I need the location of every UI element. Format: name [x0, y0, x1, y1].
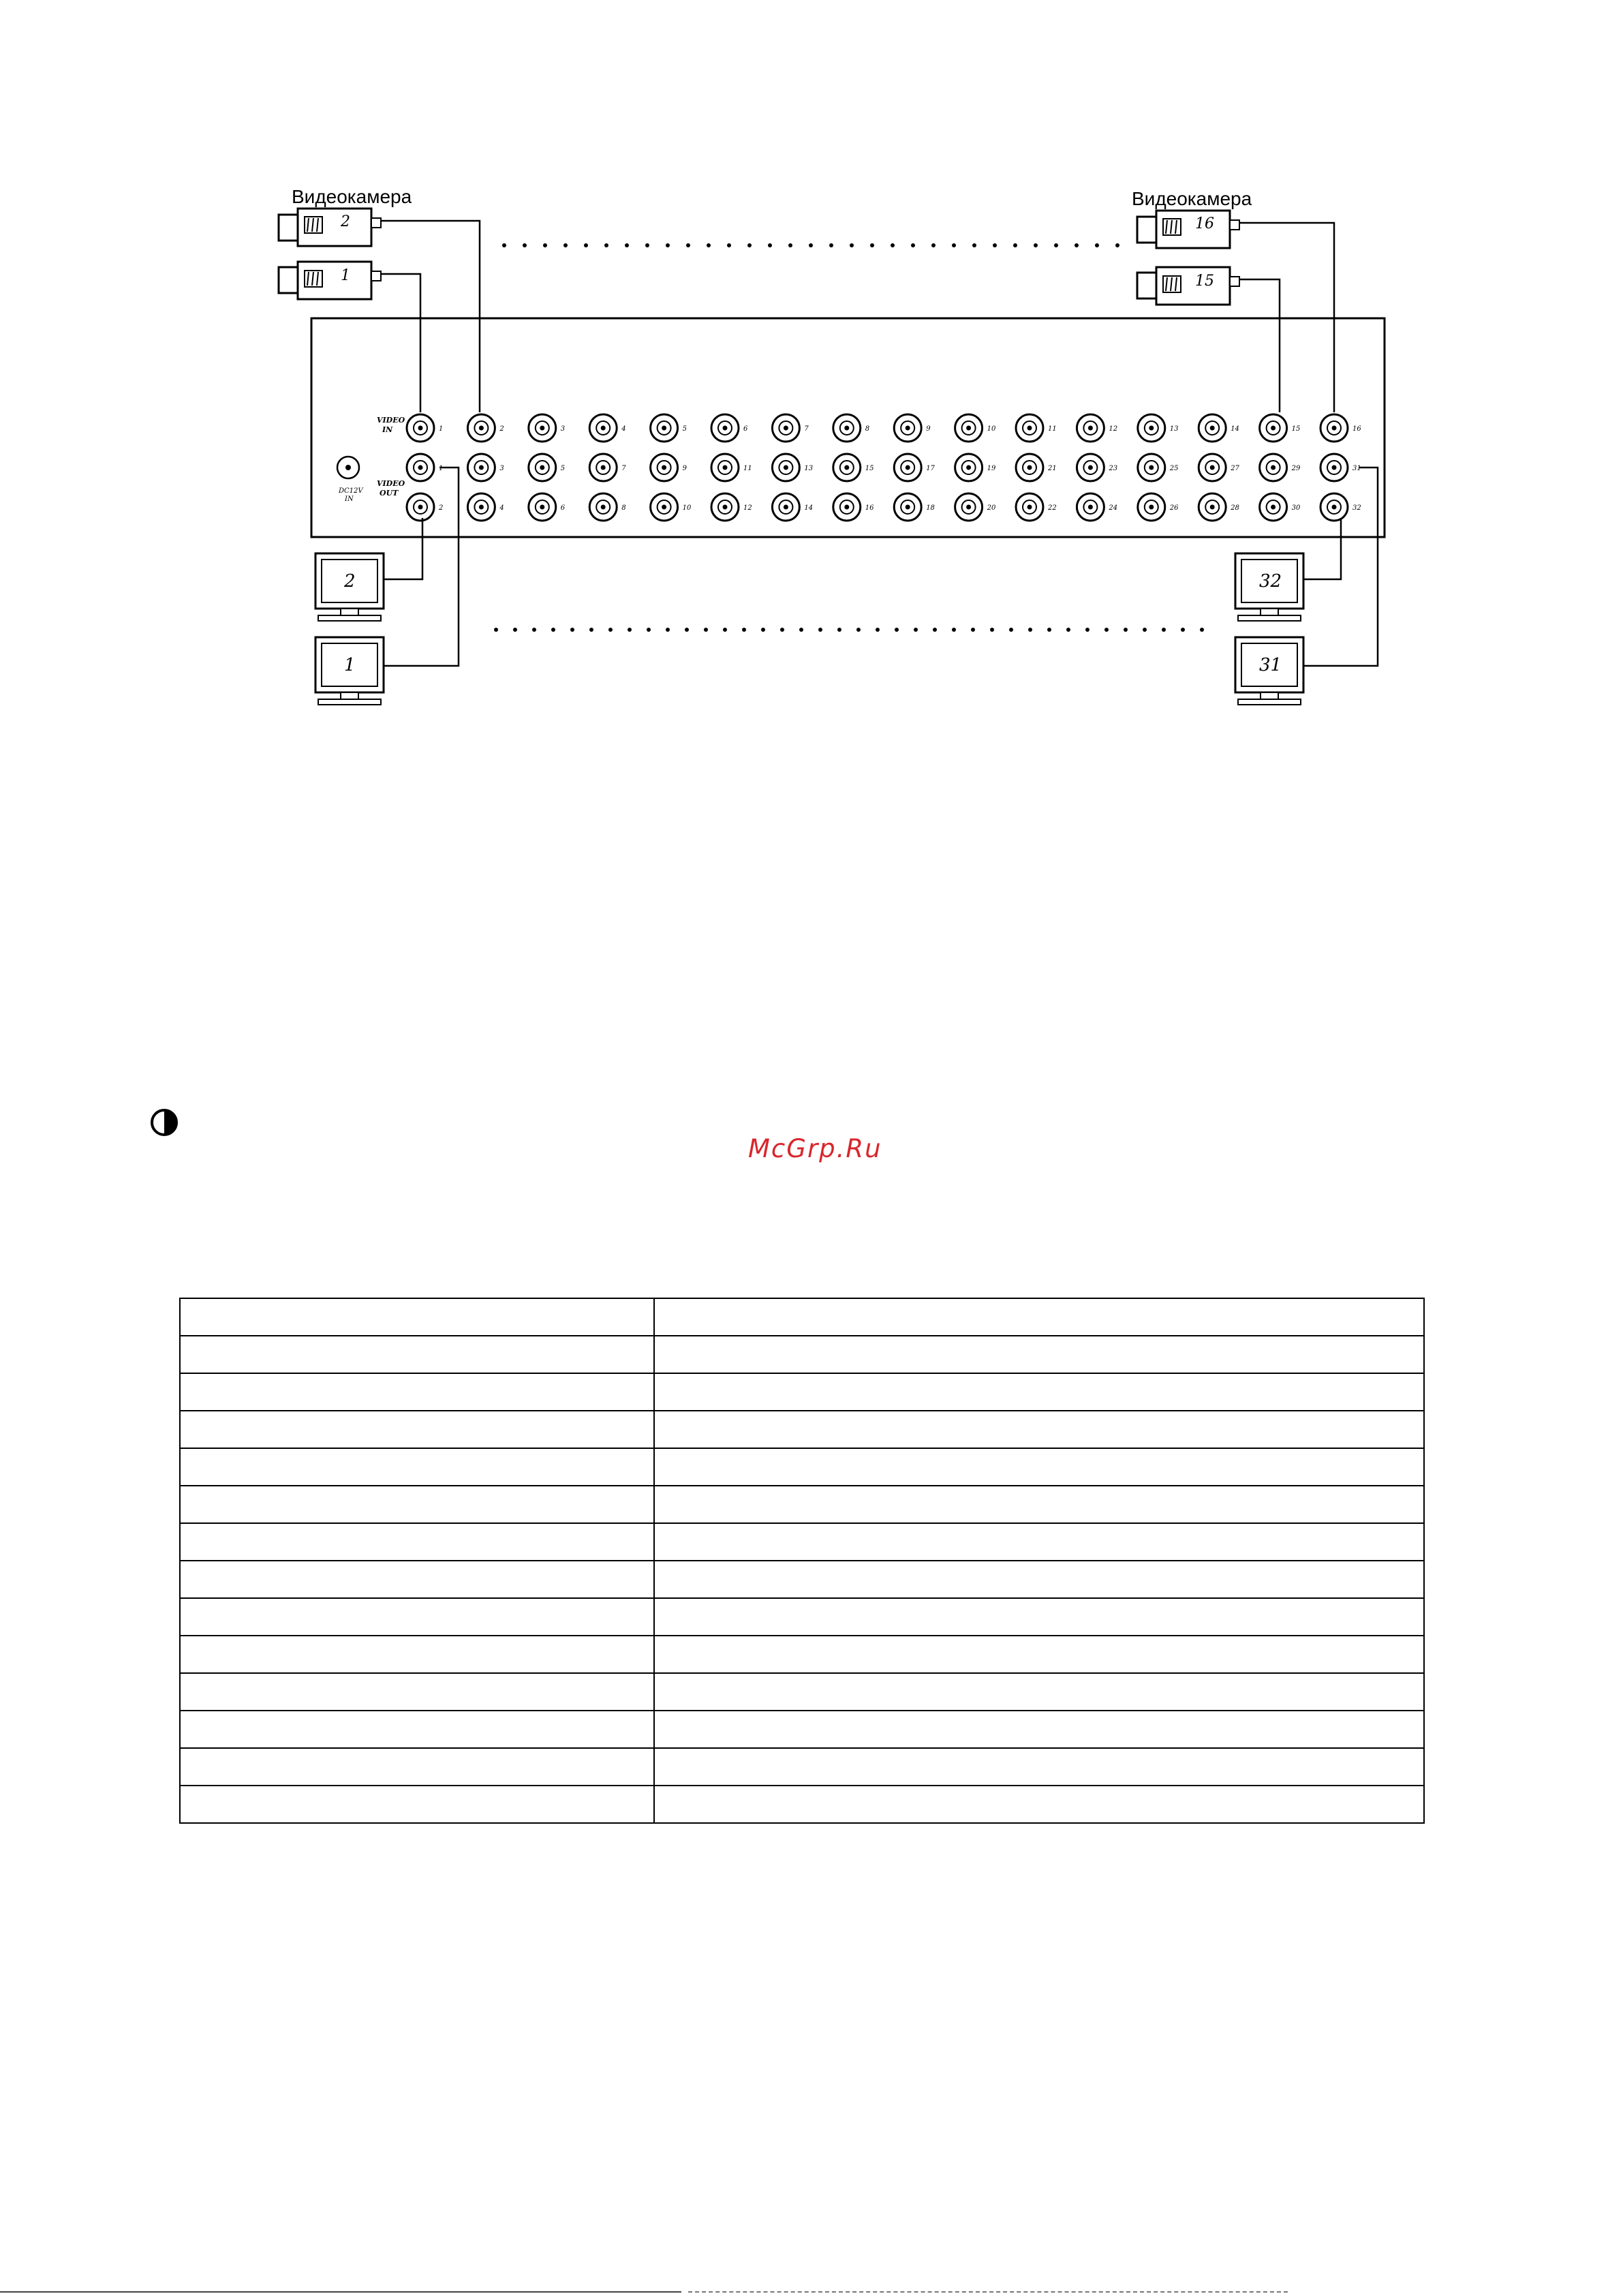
footer-rule-dashed [688, 2291, 1288, 2293]
bnc-connector [772, 414, 809, 442]
table-row [180, 1336, 1424, 1373]
dot [895, 628, 899, 632]
dot [761, 628, 765, 632]
table-cell [180, 1748, 654, 1786]
footer-rule [0, 2291, 681, 2293]
bnc-label: 15 [1291, 425, 1301, 433]
bnc-label: 13 [804, 465, 814, 472]
bnc-connector [1138, 454, 1179, 481]
bnc-connector [407, 493, 443, 521]
table-cell [654, 1298, 1424, 1336]
dot [1104, 628, 1109, 632]
dot [1009, 628, 1013, 632]
bnc-connector [651, 493, 692, 521]
camera-16-number: 16 [1195, 215, 1214, 232]
bnc-label: 11 [743, 465, 752, 472]
bnc-connector [772, 454, 813, 481]
dot [952, 628, 956, 632]
bnc-connector [529, 414, 565, 442]
dotted-line-cameras [502, 243, 1119, 247]
bnc-label: 1 [439, 465, 444, 472]
dot [551, 628, 555, 632]
dot [543, 243, 547, 247]
bnc-connector [1077, 454, 1117, 481]
dot [608, 628, 613, 632]
table-cell [180, 1411, 654, 1448]
camera-caption-left: Видеокамера [292, 186, 412, 207]
dot [1085, 628, 1089, 632]
dot [870, 243, 874, 247]
bnc-label: 4 [499, 504, 504, 512]
video-in-label-2: IN [382, 425, 393, 434]
bnc-connector [833, 493, 874, 521]
table-cell [654, 1786, 1424, 1823]
dot [971, 628, 975, 632]
bnc-connector [1199, 493, 1239, 521]
bnc-label: 12 [743, 504, 752, 512]
bnc-connector [467, 493, 504, 521]
power-connector [337, 457, 364, 503]
camera-2-number: 2 [341, 213, 350, 230]
connection-diagram [0, 0, 1623, 750]
bnc-label: 6 [743, 425, 748, 433]
bnc-label: 10 [682, 504, 692, 512]
dot [723, 628, 727, 632]
table-row [180, 1673, 1424, 1711]
dot [993, 243, 997, 247]
dot [747, 243, 752, 247]
dot [1124, 628, 1128, 632]
bnc-connector [1016, 414, 1057, 442]
dot [523, 243, 527, 247]
camera-1 [279, 262, 381, 299]
bnc-label: 16 [865, 504, 874, 512]
bnc-label: 15 [865, 465, 874, 472]
bnc-connector [1199, 414, 1239, 442]
dot [931, 243, 936, 247]
bnc-connector [894, 493, 935, 521]
bnc-label: 24 [1109, 504, 1118, 512]
bnc-label: 30 [1291, 504, 1301, 512]
dot [742, 628, 746, 632]
dot [837, 628, 841, 632]
monitor-2-number: 2 [344, 571, 356, 592]
bnc-connector [711, 414, 748, 442]
bnc-connector [1260, 454, 1301, 481]
table-cell [654, 1673, 1424, 1711]
bnc-connector [1138, 414, 1179, 442]
dot [891, 243, 895, 247]
dot [1143, 628, 1147, 632]
bnc-connector [1260, 493, 1301, 521]
bnc-connector [529, 493, 566, 521]
dot [589, 628, 593, 632]
camera-15 [1137, 267, 1239, 305]
dot [1200, 628, 1204, 632]
bnc-label: 14 [1231, 425, 1239, 433]
spec-table [179, 1298, 1425, 1824]
dot [829, 243, 833, 247]
bnc-connector [589, 454, 626, 481]
table-cell [654, 1598, 1424, 1636]
bnc-connector [529, 454, 565, 481]
bnc-label: 19 [987, 465, 996, 472]
dotted-line-monitors [494, 628, 1204, 632]
bnc-connector [1320, 454, 1361, 481]
bnc-label: 29 [1291, 465, 1301, 472]
camera-15-number: 15 [1195, 273, 1214, 290]
dot [707, 243, 711, 247]
dot [914, 628, 918, 632]
table-cell [654, 1711, 1424, 1748]
dot [768, 243, 772, 247]
dot [532, 628, 536, 632]
dot [686, 243, 690, 247]
table-cell [180, 1786, 654, 1823]
bnc-connector [955, 414, 996, 442]
table-row [180, 1561, 1424, 1598]
dot [809, 243, 813, 247]
bnc-connector [407, 414, 443, 442]
table-cell [180, 1336, 654, 1373]
bnc-label: 8 [621, 504, 626, 512]
bnc-label: 16 [1352, 425, 1361, 433]
power-label-1: DC12V [339, 487, 363, 495]
bnc-connector-grid [407, 414, 1361, 521]
dot [1115, 243, 1119, 247]
bnc-connector [772, 493, 813, 521]
table-row [180, 1448, 1424, 1486]
dot [685, 628, 689, 632]
table-cell [654, 1523, 1424, 1561]
bnc-label: 5 [682, 425, 687, 433]
dot [647, 628, 651, 632]
dot [502, 243, 506, 247]
dot [856, 628, 861, 632]
bnc-label: 2 [499, 425, 504, 433]
bnc-label: 7 [804, 425, 809, 433]
bnc-label: 6 [560, 504, 566, 512]
bnc-label: 8 [865, 425, 870, 433]
bnc-label: 14 [804, 504, 814, 512]
monitor-2 [315, 553, 384, 621]
dot [584, 243, 588, 247]
dot [494, 628, 498, 632]
bnc-label: 18 [926, 504, 935, 512]
bnc-connector [651, 454, 687, 481]
table-cell [654, 1336, 1424, 1373]
bnc-label: 7 [621, 465, 626, 472]
bnc-connector [1320, 414, 1361, 442]
table-cell [180, 1298, 654, 1336]
dot [704, 628, 708, 632]
table-cell [180, 1373, 654, 1411]
bnc-connector [1077, 414, 1117, 442]
monitor-31 [1235, 637, 1303, 705]
table-cell [180, 1673, 654, 1711]
bnc-connector [711, 493, 752, 521]
dot [780, 628, 784, 632]
table-row [180, 1748, 1424, 1786]
table-cell [180, 1598, 654, 1636]
bnc-label: 3 [499, 465, 504, 472]
bnc-connector [1016, 454, 1057, 481]
bnc-connector [651, 414, 687, 442]
table-row [180, 1711, 1424, 1748]
camera-caption-right: Видеокамера [1132, 188, 1252, 209]
bnc-connector [955, 454, 996, 481]
camera-cables [381, 221, 1334, 412]
bnc-connector [833, 454, 874, 481]
bnc-label: 22 [1048, 504, 1057, 512]
bnc-connector [833, 414, 869, 442]
table-row [180, 1411, 1424, 1448]
bnc-label: 31 [1352, 465, 1361, 472]
bnc-label: 20 [987, 504, 996, 512]
table-cell [654, 1373, 1424, 1411]
bnc-label: 25 [1169, 465, 1179, 472]
video-in-label-1: VIDEO [377, 416, 405, 425]
monitor-31-number: 31 [1259, 655, 1282, 675]
bnc-label: 23 [1109, 465, 1118, 472]
table-cell [180, 1523, 654, 1561]
table-cell [180, 1636, 654, 1673]
table-cell [654, 1636, 1424, 1673]
table-row [180, 1598, 1424, 1636]
dot [513, 628, 517, 632]
bnc-connector [589, 493, 625, 521]
dot [876, 628, 880, 632]
bnc-connector [467, 454, 504, 481]
table-row [180, 1298, 1424, 1336]
bnc-connector [467, 414, 504, 442]
dot [628, 628, 632, 632]
bnc-label: 11 [1048, 425, 1057, 433]
monitor-32-number: 32 [1259, 571, 1282, 592]
dot [911, 243, 915, 247]
bnc-label: 1 [439, 425, 444, 433]
bnc-label: 4 [621, 425, 626, 433]
table-row [180, 1486, 1424, 1523]
table-cell [654, 1748, 1424, 1786]
dot [1013, 243, 1017, 247]
dot [1181, 628, 1185, 632]
dot [1095, 243, 1099, 247]
bnc-label: 27 [1231, 465, 1239, 472]
dot [570, 628, 574, 632]
table-cell [180, 1561, 654, 1598]
bnc-connector [894, 414, 931, 442]
dot [604, 243, 608, 247]
dot [645, 243, 649, 247]
dot [1162, 628, 1166, 632]
video-out-label-1: VIDEO [377, 479, 405, 488]
dot [563, 243, 568, 247]
bnc-label: 2 [439, 504, 444, 512]
table-row [180, 1636, 1424, 1673]
bnc-label: 9 [682, 465, 687, 472]
bnc-label: 10 [987, 425, 996, 433]
dot [933, 628, 937, 632]
table-cell [180, 1711, 654, 1748]
table-row [180, 1373, 1424, 1411]
bnc-connector [1138, 493, 1179, 521]
bnc-connector [711, 454, 752, 481]
dot [1054, 243, 1058, 247]
bnc-label: 32 [1352, 504, 1361, 512]
dot [990, 628, 994, 632]
bnc-connector [894, 454, 935, 481]
camera-16 [1137, 211, 1239, 248]
dot [1028, 628, 1032, 632]
bnc-connector [1260, 414, 1301, 442]
bnc-connector [1320, 493, 1361, 521]
bnc-label: 17 [926, 465, 935, 472]
dot [818, 628, 822, 632]
half-circle-icon [149, 1107, 179, 1137]
table-row [180, 1786, 1424, 1823]
bnc-connector [1016, 493, 1057, 521]
video-out-label-2: OUT [380, 489, 399, 498]
bnc-connector [1199, 454, 1239, 481]
bnc-label: 5 [560, 465, 566, 472]
dot [799, 628, 803, 632]
bnc-label: 28 [1231, 504, 1239, 512]
watermark: McGrp.Ru [748, 1134, 882, 1163]
dot [972, 243, 976, 247]
camera-2 [279, 209, 381, 246]
table-row [180, 1523, 1424, 1561]
power-label-2: IN [345, 495, 354, 503]
bnc-connector [1077, 493, 1117, 521]
dot [1034, 243, 1038, 247]
bnc-label: 26 [1169, 504, 1179, 512]
monitor-1-number: 1 [344, 655, 356, 675]
bnc-connector [407, 454, 443, 481]
dot [1047, 628, 1051, 632]
camera-1-number: 1 [341, 267, 350, 284]
monitor-32 [1235, 553, 1303, 621]
table-cell [654, 1411, 1424, 1448]
bnc-label: 21 [1048, 465, 1057, 472]
bnc-connector [955, 493, 996, 521]
dot [788, 243, 792, 247]
dot [727, 243, 731, 247]
bnc-label: 3 [560, 425, 566, 433]
monitor-1 [315, 637, 384, 705]
bnc-label: 13 [1169, 425, 1179, 433]
dot [666, 628, 670, 632]
table-cell [180, 1486, 654, 1523]
table-cell [654, 1448, 1424, 1486]
dot [625, 243, 629, 247]
table-cell [654, 1486, 1424, 1523]
dot [1075, 243, 1079, 247]
bnc-label: 12 [1109, 425, 1118, 433]
dot [952, 243, 956, 247]
table-cell [654, 1561, 1424, 1598]
dot [850, 243, 854, 247]
dot [1066, 628, 1070, 632]
dot [666, 243, 670, 247]
bnc-connector [589, 414, 625, 442]
bnc-label: 9 [926, 425, 931, 433]
table-cell [180, 1448, 654, 1486]
